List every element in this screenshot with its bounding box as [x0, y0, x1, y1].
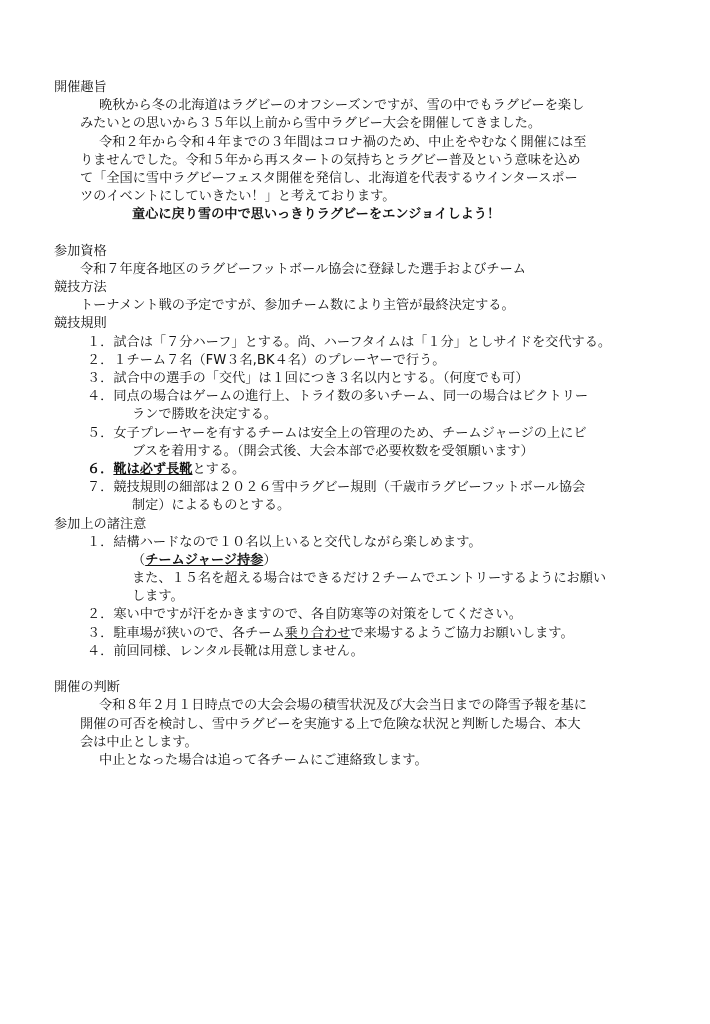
- note-item-3: [54, 625, 694, 643]
- note-item-3-post: で来場するようご協力お願いします。: [350, 625, 574, 641]
- rule-item-6-number: ６．: [87, 461, 114, 477]
- note-item-1-line-4: します。: [132, 589, 184, 605]
- eligibility-heading: 参加資格: [54, 243, 107, 259]
- note-item-3-pre: ３．駐車場が狭いので、各チーム: [87, 625, 285, 641]
- decision-paragraph-2: 中止となった場合は追って各チームにご連絡致します。: [99, 752, 428, 768]
- note-item-1-open-paren: （: [132, 552, 146, 568]
- decision-paragraph-1-line-2: 開催の可否を検討し、雪中ラグビーを実施する上で危険な状況と判断した場合、本大: [80, 716, 581, 732]
- purpose-paragraph-1-line-2: みたいとの思いから３５年以上前から雪中ラグビー大会を開催してきました。: [80, 116, 542, 132]
- rule-item-6: [54, 461, 694, 479]
- eligibility-text: 令和７年度各地区のラグビーフットボール協会に登録した選手およびチーム: [80, 261, 526, 277]
- method-text: トーナメント戦の予定ですが、参加チーム数により主管が最終決定する。: [80, 298, 515, 314]
- note-item-2: ２．寒い中ですが汗をかきますので、各自防寒等の対策をしてください。: [87, 607, 522, 623]
- note-item-1-line-2: [54, 552, 694, 570]
- decision-paragraph-1-line-3: 会は中止とします。: [80, 734, 198, 750]
- document-body: [54, 79, 694, 770]
- rule-item-5-line-2: ブスを着用する。（開会式後、大会本部で必要枚数を受領願います）: [132, 443, 534, 459]
- rule-item-2: ２．１チーム７名（FW３名,BK４名）のプレーヤーで行う。: [87, 352, 446, 368]
- method-heading: 競技方法: [54, 280, 107, 296]
- note-item-1-line-3: また、１５名を超える場合はできるだけ２チームでエントリーするようにお願い: [132, 571, 607, 587]
- purpose-paragraph-2-line-4: ツのイベントにしていきたい！」と考えております。: [80, 189, 396, 205]
- rule-item-5-line-1: ５．女子プレーヤーを有するチームは安全上の管理のため、チームジャージの上にビ: [87, 425, 587, 441]
- spacer: [54, 661, 694, 679]
- note-item-3-underlined: 乗り合わせ: [284, 625, 351, 641]
- rule-item-3: ３．試合中の選手の「交代」は１回につき３名以内とする。（何度でも可）: [87, 371, 529, 386]
- rule-item-7-line-2: 制定）によるものとする。: [132, 498, 291, 514]
- rule-item-6-emphasis: 靴は必ず長靴: [113, 461, 193, 477]
- note-item-4: ４．前回同様、レンタル長靴は用意しません。: [87, 643, 364, 659]
- note-item-1-jersey-emphasis: チームジャージ持参: [145, 552, 264, 568]
- spacer: [54, 225, 694, 243]
- purpose-paragraph-2-line-2: りませんでした。令和５年から再スタートの気持ちとラグビー普及という意味を込め: [80, 152, 581, 168]
- rule-item-4-line-1: ４．同点の場合はゲームの進行上、トライ数の多いチーム、同一の場合はビクトリー: [87, 389, 589, 405]
- decision-paragraph-1-line-1: 令和８年２月１日時点での大会会場の積雪状況及び大会当日までの降雪予報を基に: [99, 698, 587, 714]
- purpose-paragraph-1-line-1: 晩秋から冬の北海道はラグビーのオフシーズンですが、雪の中でもラグビーを楽し: [99, 98, 585, 114]
- note-item-1-close-paren: ）: [263, 552, 277, 568]
- purpose-paragraph-2-line-3: て「全国に雪中ラグビーフェスタ開催を発信し、北海道を代表するウインタースポー: [80, 170, 578, 186]
- purpose-paragraph-2-line-1: 令和２年から令和４年までの３年間はコロナ禍のため、中止をやむなく開催には至: [99, 134, 587, 150]
- decision-heading: 開催の判断: [54, 680, 120, 696]
- rules-heading: 競技規則: [54, 316, 107, 332]
- note-item-1-line-1: １．結構ハードなので１０名以上いると交代しながら楽しめます。: [87, 534, 482, 550]
- purpose-heading: 開催趣旨: [54, 80, 107, 95]
- rule-item-1: １．試合は「７分ハーフ」とする。尚、ハーフタイムは「１分」としサイドを交代する。: [87, 334, 612, 350]
- purpose-slogan: 童心に戻り雪の中で思いっきりラグビーをエンジョイしよう！: [132, 207, 501, 223]
- rule-item-7-line-1: ７．競技規則の細部は２０２６雪中ラグビー規則（千歳市ラグビーフットボール協会: [87, 480, 586, 496]
- notes-heading: 参加上の諸注意: [54, 516, 147, 532]
- rule-item-6-rest: とする。: [192, 461, 246, 477]
- rule-item-4-line-2: ランで勝敗を決定する。: [132, 407, 278, 423]
